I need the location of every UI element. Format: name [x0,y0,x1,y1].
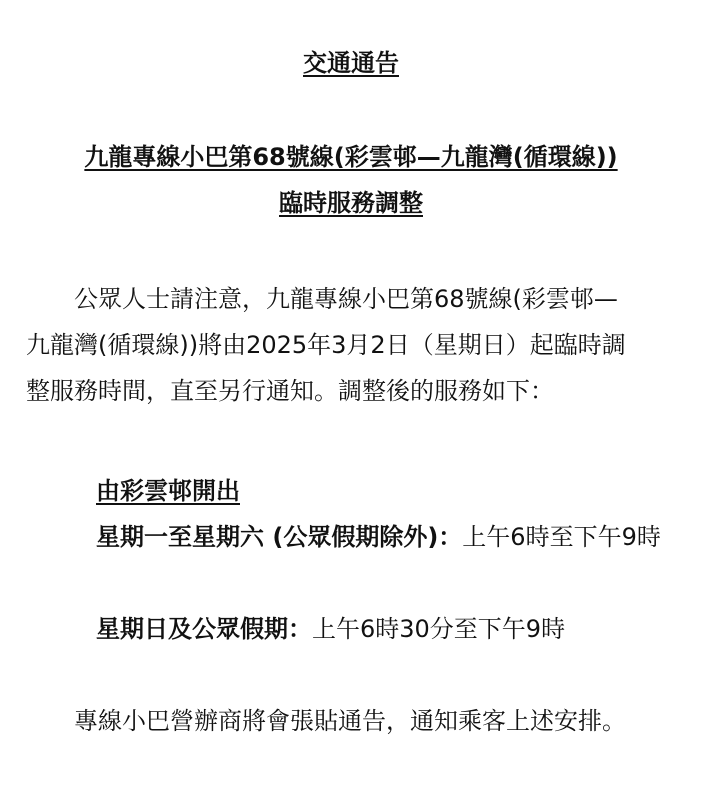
notice-subtitle: 臨時服務調整 [279,189,423,217]
intro-line-3: 整服務時間，直至另行通知。調整後的服務如下： [26,377,554,405]
intro-line-2: 九龍灣(循環線))將由2025年3月2日（星期日）起臨時調 [26,331,626,359]
intro-line-1: 公眾人士請注意，九龍專線小巴第68號線(彩雲邨— [74,285,618,313]
route-title: 九龍專線小巴第68號線(彩雲邨—九龍灣(循環線)) [84,143,618,171]
notice-heading: 交通通告 [303,49,399,77]
closing-paragraph: 專線小巴營辦商將會張貼通告，通知乘客上述安排。 [74,707,626,735]
sunday-time: 上午6時30分至下午9時 [312,615,566,643]
weekday-time: 上午6時至下午9時 [462,523,661,551]
sunday-label: 星期日及公眾假期： [96,615,312,643]
intro-paragraph [26,276,676,414]
schedule-sunday [96,606,686,652]
schedule-weekday [96,514,686,560]
weekday-label: 星期一至星期六 (公眾假期除外)： [96,523,463,551]
schedule-heading: 由彩雲邨開出 [96,477,240,505]
